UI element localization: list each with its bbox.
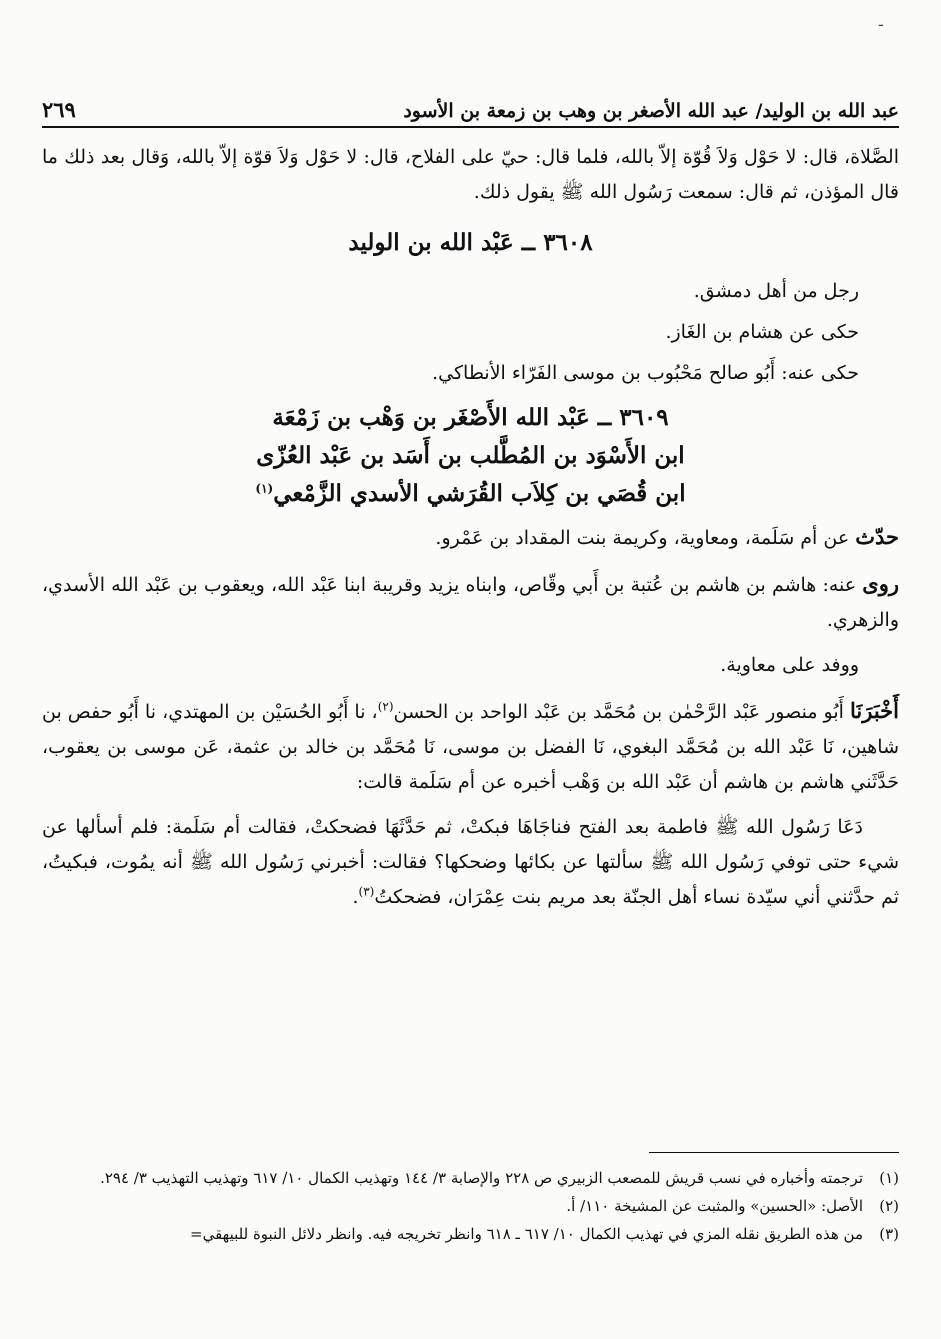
hadath-paragraph [42, 519, 899, 556]
main-text [42, 140, 899, 915]
page-number: ٢٦٩ [42, 97, 76, 122]
entry-3609-heading-line: ابن الأَسْوَد بن المُطَّلب بن أَسَد بن عَبْد العُزّى [256, 442, 685, 469]
footnote-text: من هذه الطريق نقله المزي في تهذيب الكمال ١٠/ ٦١٧ ـ ٦١٨ وانظر تخريجه فيه. وانظر دلائل النبوة للبيهقي= [190, 1225, 863, 1243]
page-header [42, 82, 899, 128]
footnote [42, 1166, 899, 1191]
scan-mark: ـ [878, 14, 883, 30]
rawa-lead: روى [862, 571, 899, 596]
footnote [42, 1194, 899, 1219]
footnote-text: ترجمته وأخباره في نسب قريش للمصعب الزبيري ص ٢٢٨ والإصابة ٣/ ١٤٤ وتهذيب الكمال ١٠/ ٦١٧ وتهذيب التهذيب ٣/ ٢٩٤. [100, 1169, 863, 1187]
footnotes [42, 1166, 899, 1250]
footnote-divider [649, 1152, 899, 1153]
isnad-text: أَبُو منصور عَبْد الرَّحْمٰن بن مُحَمَّد بن عَبْد الواحد بن الحسن [393, 701, 844, 723]
isnad-text-cont: ، نا أَبُو الحُسَيْن بن المهتدي، نا أَبُو حفص بن شاهين، نَا عَبْد الله بن مُحَمَّد البغوي، نَا الفضل بن موسى، نَا مُحَمَّد بن خالد بن عثمة، عَن موسى بن يعقوب، حَدَّثَني هاشم بن هاشم أن عَبْد الله بن وَهْب أخبره عن أم سَلَمة قالت: [42, 701, 899, 793]
entry-3608-line: حكى عنه: أَبُو صالح مَحْبُوب بن موسى الفَرّاء الأنطاكي. [432, 362, 859, 384]
wafada-line: ووفد على معاوية. [720, 654, 859, 676]
rawa-paragraph [42, 566, 899, 638]
entry-3609-heading [42, 399, 899, 513]
footnote-number: (٢) [879, 1197, 899, 1215]
hadith-text: دَعَا رَسُول الله ﷺ فاطمة بعد الفتح فناجَاهَا فبكتْ، ثم حَدَّثَهَا فضحكتْ، فقالت أم سَلَمة: فلم أسألها عن شيء حتى توفي رَسُول الله ﷺ سألتها عن بكائها وضحكها؟ فقالت: أخبرني رَسُول الله ﷺ أنه يمُوت، فبكيتُ، ثم حدَّثني أني سيّدة نساء أهل الجنّة بعد مريم بنت عِمْرَان، فضحكتُ [42, 816, 899, 908]
footnote-ref: (٢) [377, 699, 394, 714]
continuation-paragraph: الصَّلاة، قال: لا حَوْل وَلاَ قُوّة إلاّ بالله، فلما قال: حيّ على الفلاح، قال: لا حَوْل وَلاَ قوّة إلاّ بالله، وَقال بعد ذلك ما قال المؤذن، ثم قال: سمعت رَسُول الله ﷺ يقول ذلك. [42, 146, 899, 203]
entry-3609-heading-line: ٣٦٠٩ ــ عَبْد الله الأَصْغَر بن وَهْب بن زَمْعَة [272, 404, 669, 431]
footnote-text: الأصل: «الحسين» والمثبت عن المشيخة ١١٠/ أ. [566, 1197, 863, 1215]
akhbarana-lead: أَخْبَرَنَا [850, 698, 899, 723]
running-title: عبد الله بن الوليد/ عبد الله الأصغر بن وهب بن زمعة بن الأسود [403, 100, 899, 122]
entry-3608-line: حكى عن هشام بن الغَاز. [665, 321, 859, 343]
hadath-text: عن أم سَلَمة، ومعاوية، وكريمة بنت المقداد بن عَمْرو. [435, 527, 850, 549]
footnote-number: (١) [879, 1169, 899, 1187]
footnote [42, 1222, 899, 1247]
entry-3609-heading-line [42, 475, 899, 513]
footnote-ref: (١) [255, 481, 274, 496]
entry-3609-heading-text: ابن قُصَي بن كِلاَب القُرَشي الأسدي الزَّمْعي [273, 480, 686, 507]
entry-3608-heading: ٣٦٠٨ ــ عَبْد الله بن الوليد [348, 229, 593, 256]
isnad-paragraph [42, 693, 899, 800]
hadath-lead: حدّث [855, 524, 899, 549]
entry-3608-line: رجل من أهل دمشق. [693, 280, 859, 302]
hadith-end: . [352, 886, 359, 908]
footnote-ref: (٣) [358, 884, 375, 899]
rawa-text: عنه: هاشم بن هاشم بن عُتبة بن أَبي وقّاص، وابناه يزيد وقريبة ابنا عَبْد الله، ويعقوب بن عَبْد الله الأسدي، والزهري. [42, 574, 899, 631]
book-page [42, 0, 899, 1339]
footnote-number: (٣) [879, 1225, 899, 1243]
hadith-paragraph [42, 810, 899, 915]
